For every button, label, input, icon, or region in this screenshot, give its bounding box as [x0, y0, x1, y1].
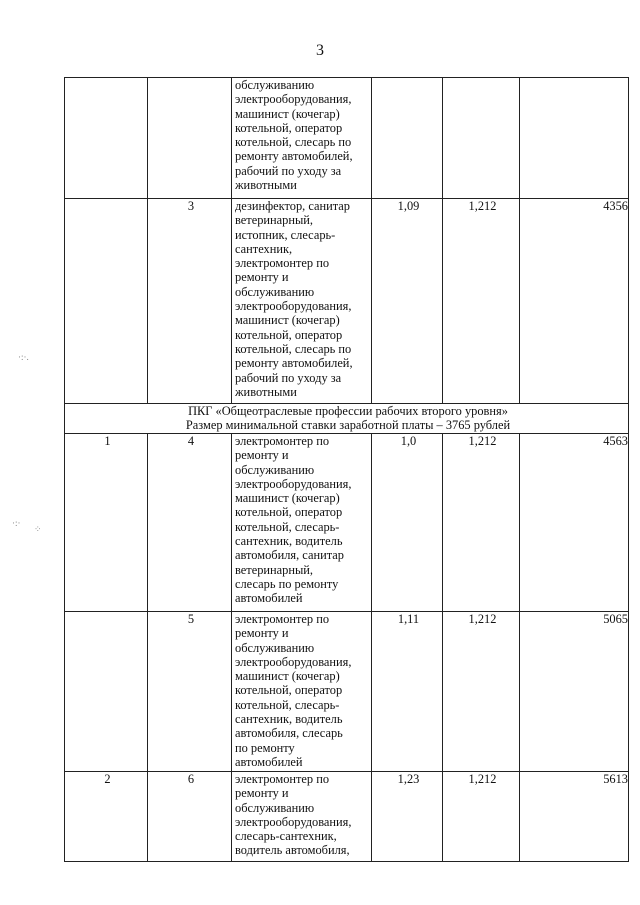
group-min-rate: Размер минимальной ставки заработной платы – 3765 рублей [185, 418, 511, 432]
level-cell: 1 [65, 434, 148, 612]
scan-speck: ·:· [12, 518, 21, 528]
table-row [65, 78, 629, 199]
coefficient-cell: 1,09 [372, 199, 443, 404]
table-row [65, 612, 629, 772]
multiplier-cell: 1,212 [443, 612, 520, 772]
level-cell: 2 [65, 772, 148, 862]
qualification-cell: 4 [148, 434, 232, 612]
qualification-cell [148, 78, 232, 199]
multiplier-cell [443, 78, 520, 199]
salary-cell: 5613 [520, 772, 629, 862]
qualification-cell: 5 [148, 612, 232, 772]
professions-cell: обслуживанию электрооборудования, машинист (кочегар) котельной, оператор котельной, слесарь по ремонту автомобилей, рабочий по уходу за животными [232, 78, 372, 199]
multiplier-cell: 1,212 [443, 772, 520, 862]
professions-cell: дезинфектор, санитар ветеринарный, истопник, слесарь- сантехник, электромонтер по ремонту и обслуживанию электрооборудования, машинист (кочегар) котельной, оператор котельной, слесарь по ремонту автомобилей, рабочий по уходу за животными [232, 199, 372, 404]
salary-cell: 5065 [520, 612, 629, 772]
professions-cell: электромонтер по ремонту и обслуживанию электрооборудования, машинист (кочегар) котельной, оператор котельной, слесарь- сантехник, водитель автомобиля, санитар ветеринарный, слесарь по ремонту автомобилей [232, 434, 372, 612]
salary-cell: 4356 [520, 199, 629, 404]
level-cell [65, 199, 148, 404]
level-cell [65, 78, 148, 199]
scan-speck: ·:·. [18, 352, 29, 362]
page-number: 3 [316, 42, 324, 59]
salary-cell [520, 78, 629, 199]
group-title: ПКГ «Общеотраслевые профессии рабочих второго уровня» [188, 404, 508, 418]
professions-cell: электромонтер по ремонту и обслуживанию электрооборудования, слесарь-сантехник, водитель автомобиля, [232, 772, 372, 862]
qualification-cell: 3 [148, 199, 232, 404]
table-row [65, 772, 629, 862]
professions-cell: электромонтер по ремонту и обслуживанию электрооборудования, машинист (кочегар) котельной, оператор котельной, слесарь- сантехник, водитель автомобиля, слесарь по ремонту автомобилей [232, 612, 372, 772]
qualification-cell: 6 [148, 772, 232, 862]
level-cell [65, 612, 148, 772]
multiplier-cell: 1,212 [443, 434, 520, 612]
salary-cell: 4563 [520, 434, 629, 612]
table-row [65, 434, 629, 612]
tariff-table [64, 77, 629, 862]
coefficient-cell [372, 78, 443, 199]
group-header [65, 404, 629, 434]
coefficient-cell: 1,11 [372, 612, 443, 772]
multiplier-cell: 1,212 [443, 199, 520, 404]
scan-speck: ⁘ [34, 524, 42, 534]
group-header-row [65, 404, 629, 434]
table-row [65, 199, 629, 404]
coefficient-cell: 1,0 [372, 434, 443, 612]
coefficient-cell: 1,23 [372, 772, 443, 862]
